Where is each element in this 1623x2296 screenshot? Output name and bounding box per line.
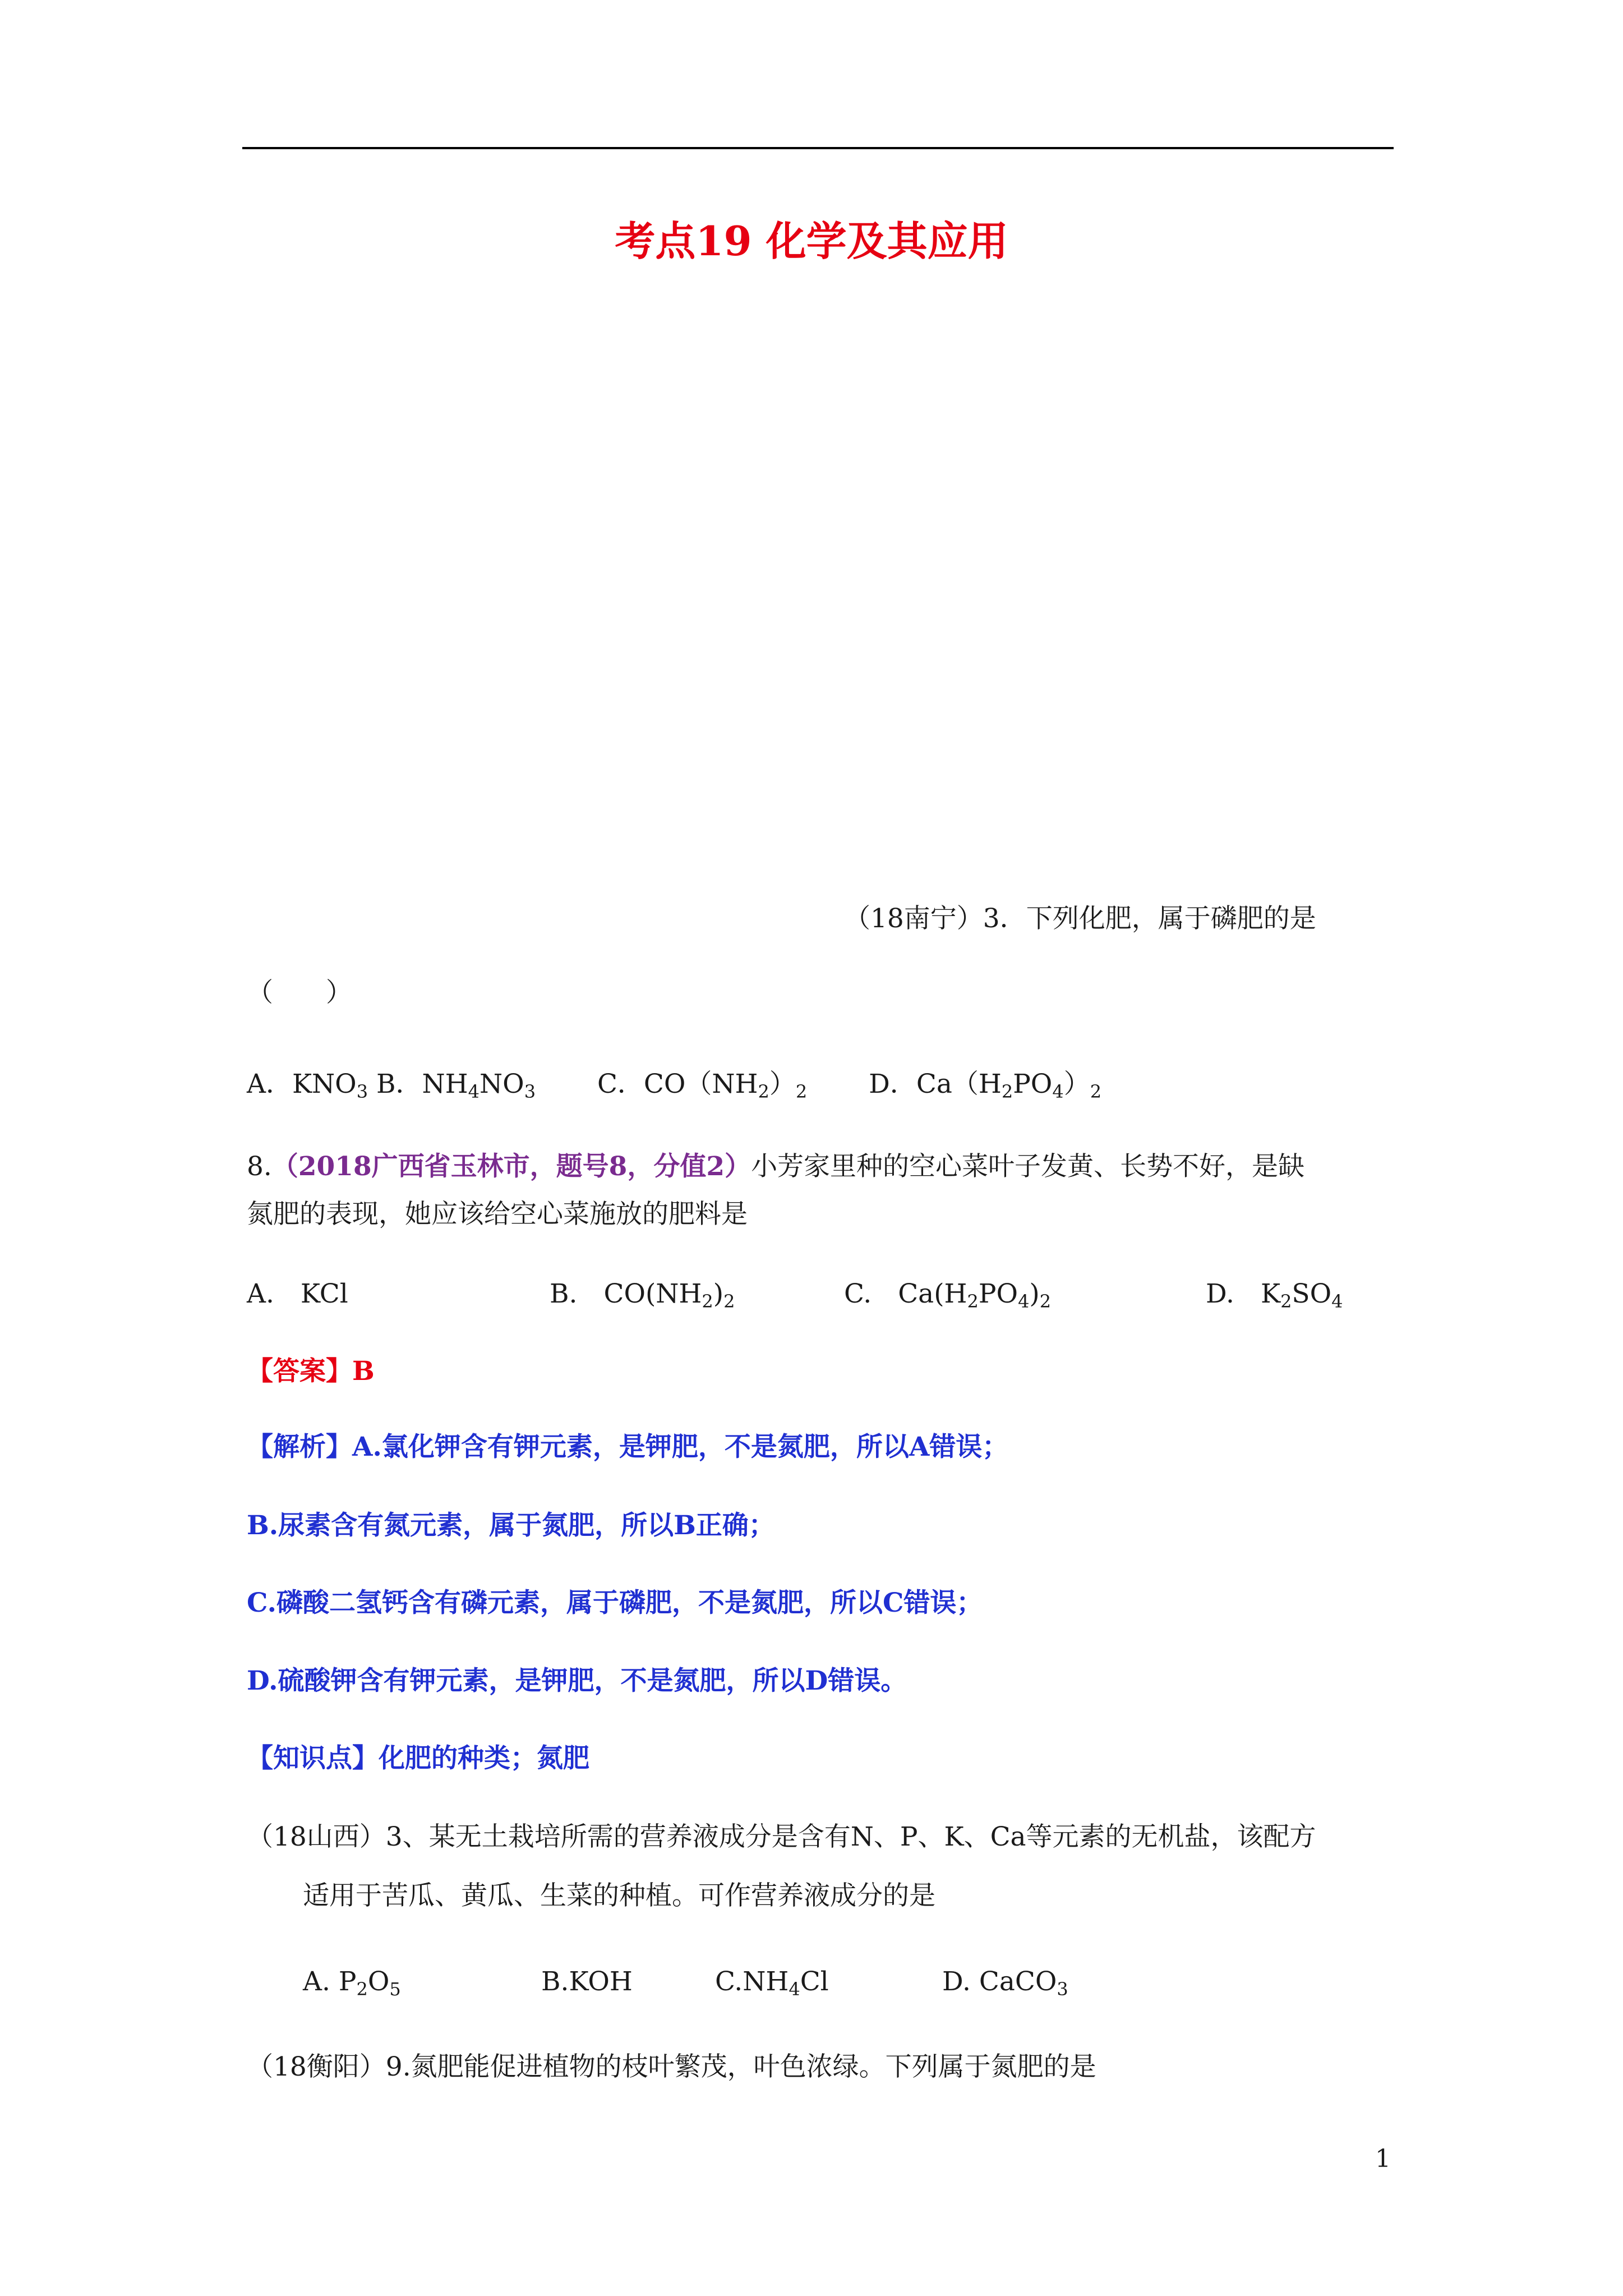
knowledge-label: 【知识点】 (247, 1743, 379, 1774)
q1-option-b: B．$NH_4NO_3$ (368, 1069, 536, 1102)
answer-value: B (352, 1356, 375, 1387)
q2-stem-line2: 氮肥的表现，她应该给空心菜施放的肥料是 (247, 1199, 748, 1230)
q2-option-b: B. $CO(NH_2)_2$ (550, 1278, 735, 1312)
q3-option-d: D. CaCO$_3$ (942, 1966, 1068, 2000)
q2-stem-line1 (247, 1147, 1304, 1186)
q2-analysis-c: C.磷酸二氢钙含有磷元素，属于磷肥，不是氮肥，所以C错误； (247, 1588, 983, 1618)
q3-option-b: B.KOH (541, 1966, 633, 1997)
q1-paren: （ ） (247, 977, 352, 1008)
q1-option-d: D．$Ca(H_2PO_4)_2$ (869, 1069, 1102, 1102)
q2-option-a: A. KCl (247, 1278, 348, 1309)
q2-option-c: C. $Ca(H_2PO_4)_2$ (844, 1278, 1052, 1312)
page-number: 1 (1375, 2145, 1391, 2173)
q1-options (247, 1065, 1101, 1104)
q2-number: 8. (247, 1151, 272, 1182)
q3-line2: 适用于苦瓜、黄瓜、生菜的种植。可作营养液成分的是 (303, 1880, 935, 1911)
q2-option-d: D. $K_2SO_4$ (1206, 1278, 1343, 1312)
q1-option-c: C．$CO(NH_2)_2$ (597, 1069, 808, 1102)
page-title: 考点19 化学及其应用 (615, 217, 1008, 265)
header-rule (242, 147, 1394, 149)
q2-answer (247, 1352, 375, 1391)
q1-option-a: A．$KNO_3$ (247, 1069, 368, 1102)
analysis-label: 【解析】 (247, 1432, 352, 1462)
q2-stem-text: 小芳家里种的空心菜叶子发黄、长势不好，是缺 (751, 1151, 1305, 1182)
q1-header: （18南宁）3．下列化肥，属于磷肥的是 (844, 903, 1316, 934)
q3-option-c: $C.NH_4Cl$ (715, 1966, 829, 2000)
q2-knowledge (247, 1739, 589, 1778)
answer-label: 【答案】 (247, 1356, 352, 1387)
q2-source: （2018广西省玉林市，题号8，分值2） (271, 1151, 751, 1182)
q3-option-a: A. $P_2O_5$ (303, 1966, 401, 2000)
q2-analysis-d: D.硫酸钾含有钾元素，是钾肥，不是氮肥，所以D错误。 (247, 1665, 907, 1696)
q4-line1: （18衡阳）9.氮肥能促进植物的枝叶繁茂，叶色浓绿。下列属于氮肥的是 (247, 2051, 1096, 2082)
q3-line1: （18山西）3、某无土栽培所需的营养液成分是含有N、P、K、Ca等元素的无机盐，该配方 (247, 1821, 1316, 1852)
knowledge-value: 化肥的种类；氮肥 (379, 1743, 589, 1774)
q2-analysis-a: 【解析】A.氯化钾含有钾元素，是钾肥，不是氮肥，所以A错误； (247, 1432, 1009, 1462)
q2-analysis-b: B.尿素含有氮元素，属于氮肥，所以B正确； (247, 1510, 775, 1541)
